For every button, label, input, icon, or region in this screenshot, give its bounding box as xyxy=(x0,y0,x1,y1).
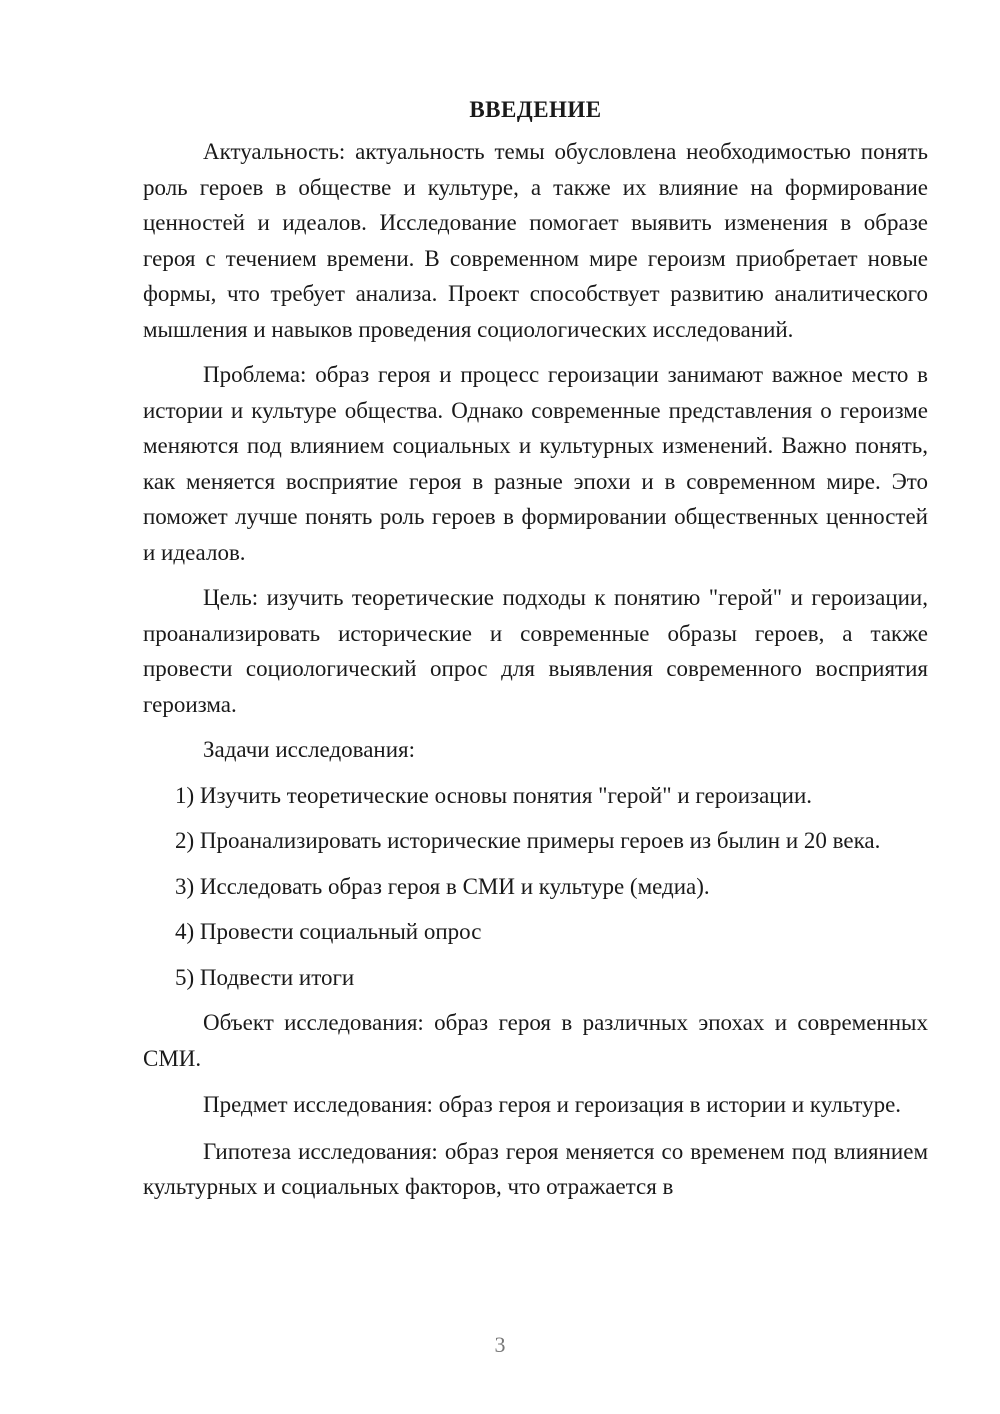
paragraph-problem: Проблема: образ героя и процесс героизации занимают важное место в истории и культуре общества. Однако современные представления о героизме меняются под влиянием социальных и культурных изменений. Важно понять, как меняется восприятие героя в разные эпохи и в современном мире. Это поможет лучше понять роль героев в формировании общественных ценностей и идеалов. xyxy=(143,362,928,565)
document-page xyxy=(143,92,928,1205)
paragraph-subject: Предмет исследования: образ героя и героизация в истории и культуре. xyxy=(203,1092,902,1117)
list-item: 3) Исследовать образ героя в СМИ и культуре (медиа). xyxy=(175,873,710,899)
list-item: 1) Изучить теоретические основы понятия "герой" и героизации. xyxy=(175,782,813,808)
paragraph-hypothesis: Гипотеза исследования: образ героя меняется со временем под влиянием культурных и социальных факторов, что отражается в xyxy=(143,1138,928,1199)
page-title: ВВЕДЕНИЕ xyxy=(469,97,602,122)
page-number: 3 xyxy=(494,1332,506,1357)
list-item: 2) Проанализировать исторические примеры героев из былин и 20 века. xyxy=(175,828,881,853)
paragraph-goal: Цель: изучить теоретические подходы к понятию "герой" и героизации, проанализировать исторические и современные образы героев, а также провести социологический опрос для выявления современного восприятия героизма. xyxy=(143,585,928,717)
tasks-list xyxy=(143,778,928,996)
tasks-heading: Задачи исследования: xyxy=(203,737,416,762)
list-item: 5) Подвести итоги xyxy=(175,964,355,990)
paragraph-relevance: Актуальность: актуальность темы обусловлена необходимостью понять роль героев в обществе и культуре, а также их влияние на формирование ценностей и идеалов. Исследование помогает выявить изменения в образе героя с течением времени. В современном мире героизм приобретает новые формы, что требует анализа. Проект способствует развитию аналитического мышления и навыков проведения социологических исследований. xyxy=(143,139,928,342)
paragraph-object: Объект исследования: образ героя в различных эпохах и современных СМИ. xyxy=(143,1010,928,1071)
list-item: 4) Провести социальный опрос xyxy=(175,919,482,944)
